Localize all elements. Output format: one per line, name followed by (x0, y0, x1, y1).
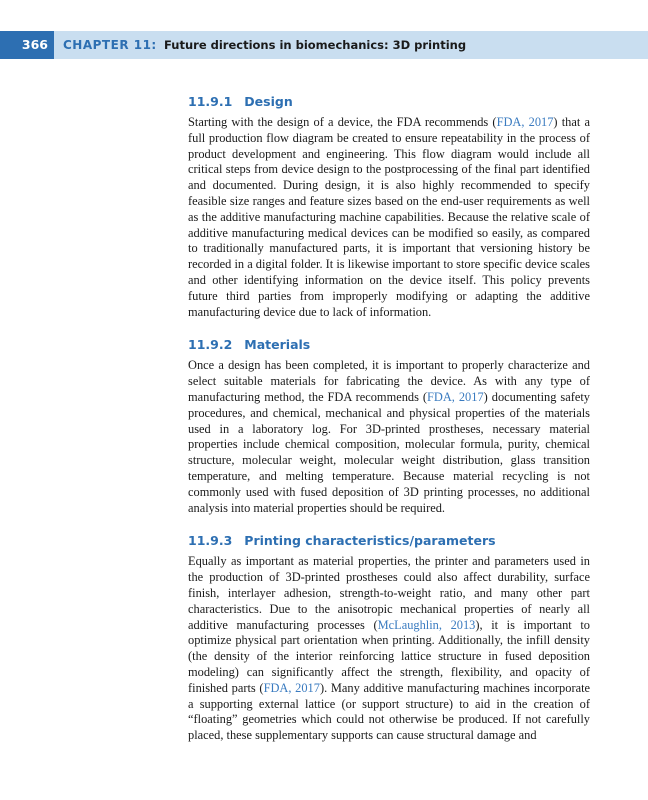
section-number: 11.9.2 (188, 337, 233, 353)
chapter-label: CHAPTER 11: (63, 38, 157, 52)
chapter-title: Future directions in biomechanics: 3D printing (164, 38, 467, 52)
section-heading (188, 92, 590, 112)
text-run: ) documenting safety procedures, and chemical, mechanical and physical properties of the materials used in a laboratory log. For 3D-printed prostheses, necessary material properties include chemical composition, molecular formula, purity, chemical structure, molecular weight, molecular weight distribution, glass transition temperature, and melting temperature. Because material recycling is not commonly used with fused deposition of 3D printing processes, no additional analysis into material properties should be required. (188, 389, 590, 515)
section-paragraph (188, 358, 590, 516)
page-number: 366 (0, 31, 54, 59)
section-title: Materials (244, 337, 311, 353)
section-design (188, 92, 590, 320)
text-run: Once a design has been completed, it is important to properly characterize and select suitable materials for fabricating the device. As with any type of manufacturing method, the FDA recommends ( (188, 358, 590, 404)
text-run: Equally as important as material properties, the printer and parameters used in the production of 3D-printed prostheses could also affect durability, surface finish, interlayer adhesion, strength-to-weight ratio, and many other part characteristics. Due to the anisotropic mechanical properties of nearly all additive manufacturing processes ( (188, 554, 590, 632)
section-heading (188, 335, 590, 355)
section-number: 11.9.3 (188, 533, 233, 549)
text-run: Starting with the design of a device, the FDA recommends ( (188, 115, 497, 129)
text-run: ) that a full production flow diagram be created to ensure repeatability in the process of product development and engineering. This flow diagram would include all critical steps from device design to the postprocessing of the final part identified and documented. During design, it is also highly recommended to specify feasible size ranges and feature sizes based on the end-user requirements as well as the additive manufacturing machine capabilities. Because the relative scale of additive manufacturing medical devices can be modified so easily, as compared to traditionally manufactured parts, it is important that versioning history be recorded in a digital folder. It is likewise important to store specific device scales and other identifying information on the device itself. This policy prevents future third parties from improperly modifying or adapting the additive manufacturing device due to lack of information. (188, 115, 591, 319)
section-materials (188, 335, 590, 516)
page-body (188, 92, 590, 759)
section-paragraph (188, 554, 590, 744)
citation-link[interactable]: FDA, 2017 (263, 680, 320, 695)
citation-link[interactable]: FDA, 2017 (427, 389, 484, 404)
section-title: Printing characteristics/parameters (244, 533, 496, 549)
text-run: ), it is important to optimize physical part orientation when printing. Additionally, the infill density (the density of the interior reinforcing lattice structure in fused deposition modeling) can significantly affect the strength, flexibility, and opacity of finished parts ( (188, 617, 590, 695)
section-heading (188, 531, 590, 551)
section-number: 11.9.1 (188, 94, 233, 109)
text-run: ). Many additive manufacturing machines incorporate a supporting external lattice (or support structure) to aid in the creation of “floating” geometries which could not otherwise be produced. If not carefully placed, these supplementary supports can cause structural damage and (188, 680, 591, 743)
section-printing-parameters (188, 531, 590, 744)
citation-link[interactable]: FDA, 2017 (496, 115, 554, 129)
section-title: Design (244, 94, 293, 109)
citation-link[interactable]: McLaughlin, 2013 (377, 617, 476, 632)
section-paragraph (188, 115, 590, 320)
